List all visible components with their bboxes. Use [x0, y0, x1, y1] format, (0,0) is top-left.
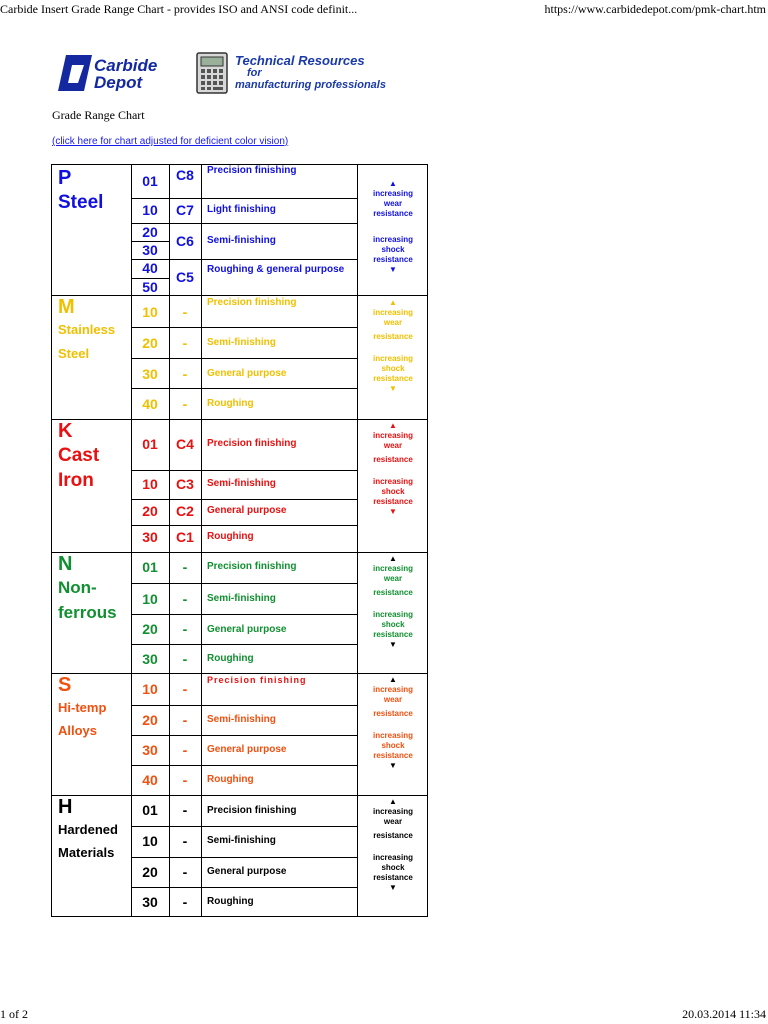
application-label: Semi-finishing: [207, 593, 276, 604]
ansi-code: C6: [176, 233, 194, 249]
application-label: Precision finishing: [207, 297, 297, 308]
group-divider: [52, 673, 427, 674]
carbide-depot-logo[interactable]: [58, 55, 176, 91]
application-label: General purpose: [207, 505, 287, 516]
iso-code: 20: [142, 224, 158, 240]
ansi-code: -: [182, 742, 188, 758]
ansi-code: -: [182, 591, 188, 607]
application-label: Precision finishing: [207, 165, 297, 176]
resistance-indicator: ▲ increasing wear resistance increasing shock resistance ▼: [358, 675, 428, 771]
logo-text-line2: Depot: [94, 73, 143, 91]
ansi-code: C2: [176, 503, 194, 519]
ansi-code: C4: [176, 436, 194, 452]
group-name: Non-: [58, 578, 97, 597]
iso-code: 10: [142, 304, 158, 320]
application-label: Precision finishing: [207, 675, 307, 685]
application-label: Semi-finishing: [207, 337, 276, 348]
application-label: Roughing: [207, 774, 254, 785]
ansi-code: C1: [176, 529, 194, 545]
resistance-indicator: ▲ increasing wear resistance increasing shock resistance ▼: [358, 179, 428, 275]
application-label: General purpose: [207, 624, 287, 635]
iso-code: 10: [142, 476, 158, 492]
ansi-code: -: [182, 366, 188, 382]
application-label: Roughing: [207, 531, 254, 542]
print-timestamp: 20.03.2014 11:34: [682, 1007, 766, 1021]
ansi-code: -: [182, 621, 188, 637]
iso-code: 20: [142, 503, 158, 519]
tech-line2: for: [247, 67, 262, 79]
up-arrow-icon: ▲: [389, 797, 397, 806]
iso-code: 20: [142, 864, 158, 880]
iso-code: 10: [142, 202, 158, 218]
ansi-code: -: [182, 335, 188, 351]
group-letter: S: [58, 674, 72, 696]
iso-code: 30: [142, 894, 158, 910]
application-label: Precision finishing: [207, 438, 297, 449]
resistance-indicator: ▲ increasing wear resistance increasing shock resistance ▼: [358, 797, 428, 893]
group-name: Hi-temp: [58, 700, 107, 715]
up-arrow-icon: ▲: [389, 179, 397, 188]
ansi-code: -: [182, 304, 188, 320]
group-divider: [52, 295, 427, 296]
calculator-icon: [196, 52, 228, 94]
group-name: Stainless: [58, 322, 116, 337]
resistance-indicator: ▲ increasing wear resistance increasing shock resistance ▼: [358, 554, 428, 650]
application-label: Semi-finishing: [207, 835, 276, 846]
application-label: General purpose: [207, 368, 287, 379]
iso-code: 01: [142, 559, 158, 575]
group-divider: [52, 419, 427, 420]
group-divider: [52, 552, 427, 553]
ansi-code: -: [182, 651, 188, 667]
group-letter: H: [58, 796, 73, 818]
logo-text-line1: Carbide: [94, 56, 158, 75]
down-arrow-icon: ▼: [389, 384, 397, 393]
iso-code: 20: [142, 621, 158, 637]
group-name: Cast: [58, 445, 100, 466]
iso-code: 10: [142, 681, 158, 697]
application-label: Roughing: [207, 896, 254, 907]
iso-code: 30: [142, 529, 158, 545]
ansi-code: -: [182, 396, 188, 412]
down-arrow-icon: ▼: [389, 761, 397, 770]
tech-line3: manufacturing professionals: [235, 79, 386, 91]
browser-url[interactable]: https://www.carbidedepot.com/pmk-chart.htm: [544, 2, 766, 16]
iso-code: 10: [142, 591, 158, 607]
browser-page-title: Carbide Insert Grade Range Chart - provides ISO and ANSI code definit...: [0, 2, 358, 16]
ansi-code: -: [182, 559, 188, 575]
application-label: Semi-finishing: [207, 714, 276, 725]
ansi-code: C5: [176, 269, 194, 285]
color-vision-link[interactable]: (click here for chart adjusted for deficient color vision): [52, 136, 289, 147]
group-name: Alloys: [58, 723, 98, 738]
iso-code: 30: [142, 742, 158, 758]
page-counter: 1 of 2: [0, 1007, 28, 1021]
application-label: Roughing: [207, 653, 254, 664]
up-arrow-icon: ▲: [389, 421, 397, 430]
application-label: Roughing & general purpose: [207, 264, 345, 275]
iso-code: 10: [142, 833, 158, 849]
iso-code: 01: [142, 436, 158, 452]
group-name: Materials: [58, 845, 115, 860]
up-arrow-icon: ▲: [389, 675, 397, 684]
group-name: Hardened: [58, 822, 118, 837]
column-divider: [201, 165, 202, 916]
ansi-code: -: [182, 833, 188, 849]
down-arrow-icon: ▼: [389, 507, 397, 516]
iso-code: 40: [142, 772, 158, 788]
group-letter: K: [58, 420, 73, 442]
iso-code: 20: [142, 712, 158, 728]
group-name: ferrous: [58, 603, 117, 622]
down-arrow-icon: ▼: [389, 883, 397, 892]
iso-code: 01: [142, 173, 158, 189]
resistance-indicator: ▲ increasing wear resistance increasing shock resistance ▼: [358, 298, 428, 394]
ansi-code: C7: [176, 202, 194, 218]
group-name: Iron: [58, 470, 94, 491]
ansi-code: C3: [176, 476, 194, 492]
tech-line1: Technical Resources: [235, 53, 365, 68]
group-name: Steel: [58, 192, 104, 213]
application-label: Precision finishing: [207, 561, 297, 572]
iso-code: 50: [142, 279, 158, 295]
down-arrow-icon: ▼: [389, 265, 397, 274]
application-label: Semi-finishing: [207, 478, 276, 489]
technical-resources-banner: [235, 55, 386, 91]
ansi-code: -: [182, 772, 188, 788]
grade-range-chart: [51, 164, 428, 917]
group-divider: [52, 795, 427, 796]
ansi-code: C8: [176, 167, 194, 183]
application-label: General purpose: [207, 866, 287, 877]
iso-code: 30: [142, 242, 158, 258]
group-letter: N: [58, 553, 73, 575]
application-label: Precision finishing: [207, 805, 297, 816]
ansi-code: -: [182, 802, 188, 818]
ansi-code: -: [182, 712, 188, 728]
iso-code: 40: [142, 260, 158, 276]
grade-range-heading: Grade Range Chart: [52, 108, 145, 122]
application-label: General purpose: [207, 744, 287, 755]
iso-code: 01: [142, 802, 158, 818]
ansi-code: -: [182, 864, 188, 880]
group-name: Steel: [58, 346, 90, 361]
group-letter: M: [58, 296, 75, 318]
ansi-code: -: [182, 894, 188, 910]
iso-code: 40: [142, 396, 158, 412]
application-label: Roughing: [207, 398, 254, 409]
application-label: Semi-finishing: [207, 235, 276, 246]
iso-code: 30: [142, 651, 158, 667]
ansi-code: -: [182, 681, 188, 697]
resistance-indicator: ▲ increasing wear resistance increasing shock resistance ▼: [358, 421, 428, 517]
up-arrow-icon: ▲: [389, 298, 397, 307]
application-label: Light finishing: [207, 204, 276, 215]
up-arrow-icon: ▲: [389, 554, 397, 563]
down-arrow-icon: ▼: [389, 640, 397, 649]
iso-code: 30: [142, 366, 158, 382]
group-letter: P: [58, 167, 72, 189]
iso-code: 20: [142, 335, 158, 351]
